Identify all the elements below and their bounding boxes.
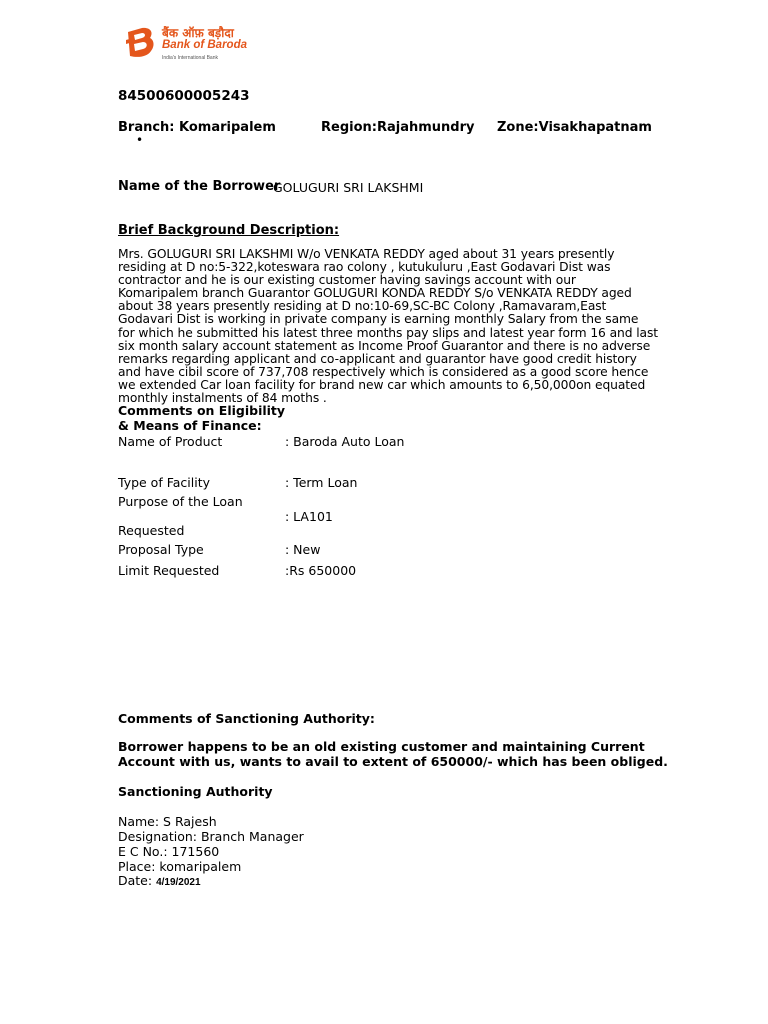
description-line: we extended Car loan facility for brand new car which amounts to 6,50,000on equated: [118, 377, 646, 392]
purpose-label: Purpose of the Loan: [118, 494, 243, 509]
sanction-heading: Comments of Sanctioning Authority:: [118, 711, 375, 726]
eligibility-line-1: Comments on Eligibility: [118, 403, 286, 418]
description-line: contractor and he is our existing customer having savings account with our: [118, 273, 576, 288]
description-line: monthly instalments of 84 moths .: [118, 391, 327, 406]
description-line: Godavari Dist is working in private company is earning monthly Salary from the same: [118, 312, 639, 327]
purpose-label-continued: Requested: [118, 523, 185, 538]
sanctioning-authority-label: Sanctioning Authority: [118, 784, 273, 799]
borrower-label: Name of the Borrower: [118, 179, 281, 194]
borrower-name: GOLUGURI SRI LAKSHMI: [273, 180, 424, 195]
description-line: Mrs. GOLUGURI SRI LAKSHMI W/o VENKATA REDDY aged about 31 years presently: [118, 247, 615, 261]
date-value: 4/19/2021: [156, 877, 201, 888]
branch-label: Branch: Komaripalem: [118, 120, 276, 135]
product-value: : Baroda Auto Loan: [285, 434, 405, 449]
description-line: remarks regarding applicant and co-applicant and guarantor have good credit history: [118, 351, 637, 366]
signatory-ec-number: E C No.: 171560: [118, 844, 220, 859]
facility-label: Type of Facility: [118, 475, 210, 490]
proposal-value: : New: [285, 542, 321, 557]
sanction-line-1: Borrower happens to be an old existing customer and maintaining Current: [118, 739, 645, 754]
limit-value: :Rs 650000: [285, 563, 357, 578]
description-line: Komaripalem branch Guarantor GOLUGURI KONDA REDDY S/o VENKATA REDDY aged: [118, 286, 632, 301]
signatory-designation: Designation: Branch Manager: [118, 829, 304, 844]
limit-label: Limit Requested: [118, 563, 220, 578]
description-line: about 38 years presently residing at D no:10-69,SC-BC Colony ,Ramavaram,East: [118, 299, 607, 314]
signatory-date: [118, 873, 201, 888]
signatory-name: Name: S Rajesh: [118, 814, 217, 829]
product-label: Name of Product: [118, 434, 223, 449]
sanction-comment: [118, 740, 668, 769]
description-line: and have cibil score of 737,708 respectively which is considered as a good score hence: [118, 364, 649, 379]
eligibility-heading: [118, 404, 285, 433]
sanction-line-2: Account with us, wants to avail to extent of 650000/- which has been obliged.: [118, 753, 668, 769]
description-line: six month salary account statement as Income Proof Guarantor and there is no adverse: [118, 338, 651, 353]
bullet-mark: •: [136, 133, 144, 147]
logo-bank-name: Bank of Baroda: [162, 39, 247, 51]
description-line: for which he submitted his latest three months pay slips and latest year form 16 and last: [118, 325, 659, 340]
background-heading: Brief Background Description:: [118, 223, 340, 238]
bank-logo: [124, 24, 247, 66]
description-line: residing at D no:5-322,koteswara rao colony , kutukuluru ,East Godavari Dist was: [118, 260, 611, 275]
account-number: 84500600005243: [118, 88, 250, 104]
region-label: Region:Rajahmundry: [321, 120, 475, 135]
background-description: [118, 248, 663, 405]
signatory-place: Place: komaripalem: [118, 859, 242, 874]
facility-value: : Term Loan: [285, 475, 358, 490]
zone-label: Zone:Visakhapatnam: [497, 120, 652, 135]
proposal-label: Proposal Type: [118, 542, 204, 557]
logo-tagline: India's International Bank: [162, 55, 218, 61]
logo-hindi-text: बैंक ऑफ़ बड़ौदा: [162, 26, 234, 40]
eligibility-line-2: & Means of Finance:: [118, 417, 262, 433]
bank-of-baroda-logo-icon: [124, 26, 158, 60]
date-label: Date:: [118, 873, 157, 888]
purpose-value: : LA101: [285, 509, 333, 524]
